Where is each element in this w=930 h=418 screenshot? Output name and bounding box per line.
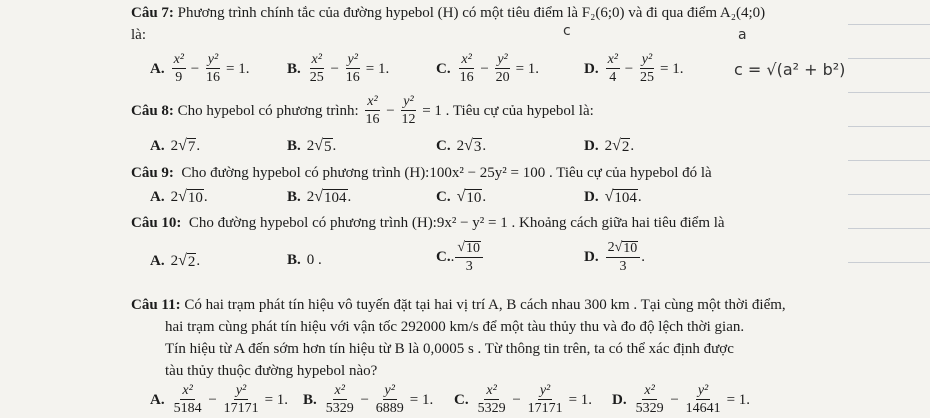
option-label: A. (150, 189, 165, 205)
rhs: = 1. (365, 60, 390, 77)
question-text-tail: = 1 . Tiêu cự của hypebol là: (422, 102, 594, 119)
fraction (324, 384, 356, 416)
ruled-line (848, 160, 930, 161)
denominator: 12 (401, 112, 416, 127)
q8-option-d[interactable] (584, 137, 634, 156)
numerator: √ 10 (455, 240, 483, 258)
q7-option-b[interactable]: B. $\frac{\text{x²}}{25}$ − $\frac{\text{y²}}{16}$ = 1. (287, 52, 390, 85)
coefficient: 2 (170, 138, 179, 154)
option-text: 0 . (306, 252, 322, 268)
fraction (458, 53, 476, 85)
ruled-line (848, 194, 930, 195)
question-label: Câu 10: (131, 215, 182, 231)
denominator: 6889 (375, 401, 404, 416)
sqrt: √ 2 (612, 137, 630, 155)
option-label: C. (436, 138, 451, 154)
denominator: 3 (619, 259, 627, 274)
fraction (476, 384, 508, 416)
ruled-line (848, 262, 930, 263)
option-label: A. (150, 391, 165, 408)
option-label: D. (584, 138, 599, 154)
sqrt: √ 3 (464, 137, 482, 155)
rhs: = 1. (726, 391, 751, 408)
coefficient: 2 (170, 189, 179, 205)
question-label: Câu 7: (131, 5, 174, 21)
fraction (606, 240, 641, 274)
radicand: 2 (187, 254, 196, 270)
numerator: x² (607, 52, 619, 67)
denominator: 20 (495, 70, 510, 85)
numerator: x² (644, 383, 655, 398)
q10-option-c[interactable] (436, 240, 484, 274)
denominator: 14641 (685, 401, 721, 416)
denominator: 9 (175, 70, 183, 85)
denominator: 3 (465, 259, 473, 274)
numerator: 2 √ 10 (606, 240, 641, 258)
radicand: 10 (623, 241, 638, 256)
numerator: x² (461, 52, 472, 67)
denominator: 17171 (527, 401, 563, 416)
tail: . (196, 253, 201, 269)
numerator: y² (347, 52, 358, 67)
option-prefix: . (450, 248, 455, 265)
fraction (344, 53, 362, 85)
denominator: 25 (639, 70, 654, 85)
option-label: A. (150, 138, 165, 154)
option-label: A. (150, 60, 165, 77)
radicand: 7 (187, 139, 196, 155)
rhs: = 1. (264, 391, 289, 408)
numerator: x² (173, 52, 185, 67)
q9-option-d[interactable] (584, 188, 642, 207)
denominator: 5184 (173, 401, 202, 416)
numerator: y² (539, 383, 551, 398)
question-11 (131, 295, 786, 315)
option-label: C. (436, 60, 451, 77)
question-8: Câu 8: Cho hypebol có phương trình: $\frac{\text{x²}}{16}$ − $\frac{\text{y²}}{12}$ = 1 . Tiêu cự của hypebol là: (131, 94, 594, 127)
ruled-line (848, 126, 930, 127)
denominator: 25 (309, 70, 324, 85)
coefficient: 2 (456, 138, 465, 154)
question-text-line: hai trạm cùng phát tín hiệu với vận tốc 292000 km/s để một tàu thủy thu và đo độ lệch thời gian. (165, 319, 745, 335)
denominator: 16 (205, 70, 220, 85)
question-label: Câu 9: (131, 165, 174, 181)
question-10 (131, 213, 725, 233)
coefficient: 2 (306, 189, 315, 205)
fraction (172, 53, 186, 85)
numerator: y² (641, 52, 653, 67)
option-label: D. (584, 248, 599, 265)
coefficient: 2 (604, 138, 613, 154)
rhs: = 1. (515, 60, 540, 77)
q11-option-a[interactable]: A. $\frac{\text{x²}}{5184}$ − $\frac{\text{y²}}{17171}$ = 1. (150, 383, 289, 416)
q9-option-a[interactable] (150, 188, 208, 207)
option-label: C. (436, 189, 451, 205)
q8-option-b[interactable] (287, 137, 336, 156)
tail: . (203, 189, 208, 205)
denominator: 5329 (477, 401, 506, 416)
q10-option-b[interactable] (287, 252, 322, 269)
ruled-line (848, 24, 930, 25)
q11-option-d[interactable]: D. $\frac{\text{x²}}{5329}$ − $\frac{\text{y²}}{14641}$ = 1. (612, 383, 751, 416)
denominator: 16 (365, 112, 380, 127)
ruled-line (848, 58, 930, 59)
option-label: D. (612, 391, 627, 408)
radicand: 5 (324, 139, 332, 155)
numerator: x² (486, 383, 497, 398)
option-label: B. (287, 189, 301, 205)
numerator: x² (311, 52, 322, 67)
option-label: D. (584, 189, 599, 205)
numerator: y² (384, 383, 395, 398)
fraction (363, 95, 381, 127)
question-text: Cho hypebol có phương trình: (177, 102, 359, 119)
question-text-line: Có hai trạm phát tín hiệu vô tuyến đặt tại hai vị trí A, B cách nhau 300 km . Tại cùng một thời điểm, (184, 297, 786, 313)
fraction (606, 53, 620, 85)
question-text: Cho đường hypebol có phương trình (H):9x² − y² = 1 . Khoảng cách giữa hai tiêu điểm là (188, 215, 725, 231)
option-label: D. (584, 60, 599, 77)
numerator: x² (367, 94, 378, 109)
q11-option-b[interactable]: B. $\frac{\text{x²}}{5329}$ − $\frac{\text{y²}}{6889}$ = 1. (303, 383, 434, 416)
coefficient: 2 (607, 240, 615, 255)
q9-option-c[interactable] (436, 188, 486, 207)
q7-option-d[interactable]: D. $\frac{\text{x²}}{4}$ − $\frac{\text{y²}}{25}$ = 1. (584, 52, 684, 85)
tail: . (482, 138, 487, 154)
numerator: y² (207, 52, 219, 67)
option-label: B. (287, 252, 301, 268)
fraction (494, 53, 512, 85)
question-7 (131, 3, 765, 23)
fraction (634, 384, 666, 416)
rhs: = 1. (659, 60, 684, 77)
radicand: 3 (473, 139, 482, 155)
sqrt: √ 10 (178, 188, 203, 206)
radicand: 10 (187, 190, 203, 206)
q9-option-b[interactable] (287, 188, 351, 207)
question-label: Câu 8: (131, 102, 174, 119)
question-label: Câu 11: (131, 297, 181, 313)
question-text: Phương trình chính tắc của đường hypebol (H) có một tiêu điểm là F₂(6;0) và đi qua điểm A₂(4;0) (177, 5, 766, 21)
numerator: y² (403, 94, 414, 109)
q7-option-c[interactable]: C. $\frac{\text{x²}}{16}$ − $\frac{\text{y²}}{20}$ = 1. (436, 52, 540, 85)
tail: . (630, 138, 635, 154)
option-label: C. (454, 391, 469, 408)
tail: . (482, 189, 487, 205)
question-9 (131, 163, 712, 183)
denominator: 4 (609, 70, 617, 85)
rhs: = 1. (568, 391, 593, 408)
question-text: Cho đường hypebol có phương trình (H):100x² − 25y² = 100 . Tiêu cự của hypebol đó là (181, 165, 712, 181)
fraction (455, 240, 483, 274)
option-label: B. (303, 391, 317, 408)
tail: . (332, 138, 337, 154)
denominator: 5329 (325, 401, 354, 416)
question-7-tail: là: (131, 27, 146, 43)
denominator: 16 (345, 70, 360, 85)
coefficient: 2 (170, 253, 179, 269)
ruled-line (848, 92, 930, 93)
sqrt: √ 104 (314, 188, 347, 206)
tail: . (641, 248, 646, 265)
question-text-line: tàu thủy thuộc đường hypebol nào? (165, 363, 378, 379)
radicand: 104 (614, 190, 637, 206)
q8-option-a[interactable] (150, 137, 200, 156)
radicand: 10 (466, 190, 482, 206)
radicand: 2 (621, 139, 630, 155)
sqrt: √ 5 (314, 137, 332, 155)
tail: . (637, 189, 642, 205)
ruled-line (848, 228, 930, 229)
handwritten-c: c (563, 23, 571, 39)
sqrt: √ 2 (178, 252, 196, 270)
q8-option-c[interactable] (436, 137, 486, 156)
option-label: B. (287, 138, 301, 154)
radicand: 10 (466, 241, 481, 256)
fraction (204, 53, 222, 85)
fraction (638, 53, 656, 85)
handwritten-a: a (738, 27, 747, 43)
option-label: C. (436, 248, 451, 265)
option-label: A. (150, 253, 165, 269)
fraction (526, 384, 565, 416)
question-text-line: Tín hiệu từ A đến sớm hơn tín hiệu từ B là 0,0005 s . Từ thông tin trên, ta có thể xác định được (165, 341, 734, 357)
numerator: y² (697, 383, 709, 398)
numerator: x² (334, 383, 345, 398)
tail: . (347, 189, 352, 205)
coefficient: 2 (306, 138, 315, 154)
q10-option-d[interactable] (584, 240, 645, 274)
q11-option-c[interactable]: C. $\frac{\text{x²}}{5329}$ − $\frac{\text{y²}}{17171}$ = 1. (454, 383, 593, 416)
denominator: 17171 (223, 401, 259, 416)
sqrt: √ 104 (604, 188, 637, 206)
q10-option-a[interactable] (150, 252, 200, 271)
denominator: 16 (459, 70, 474, 85)
tail: . (196, 138, 201, 154)
denominator: 5329 (635, 401, 664, 416)
numerator: y² (235, 383, 247, 398)
fraction (222, 384, 261, 416)
fraction (308, 53, 326, 85)
rhs: = 1. (225, 60, 250, 77)
numerator: x² (182, 383, 193, 398)
sqrt: √ 10 (456, 188, 482, 206)
rhs: = 1. (409, 391, 434, 408)
q7-option-a[interactable]: A. $\frac{\text{x²}}{9}$ − $\frac{\text{y²}}{16}$ = 1. (150, 52, 250, 85)
fraction (399, 95, 417, 127)
numerator: y² (497, 52, 508, 67)
sqrt: √ 7 (178, 137, 196, 155)
handwritten-formula: c = √(a² + b²) (734, 60, 846, 79)
option-label: B. (287, 60, 301, 77)
radicand: 104 (324, 190, 347, 206)
fraction (172, 384, 204, 416)
fraction (374, 384, 406, 416)
fraction (684, 384, 723, 416)
